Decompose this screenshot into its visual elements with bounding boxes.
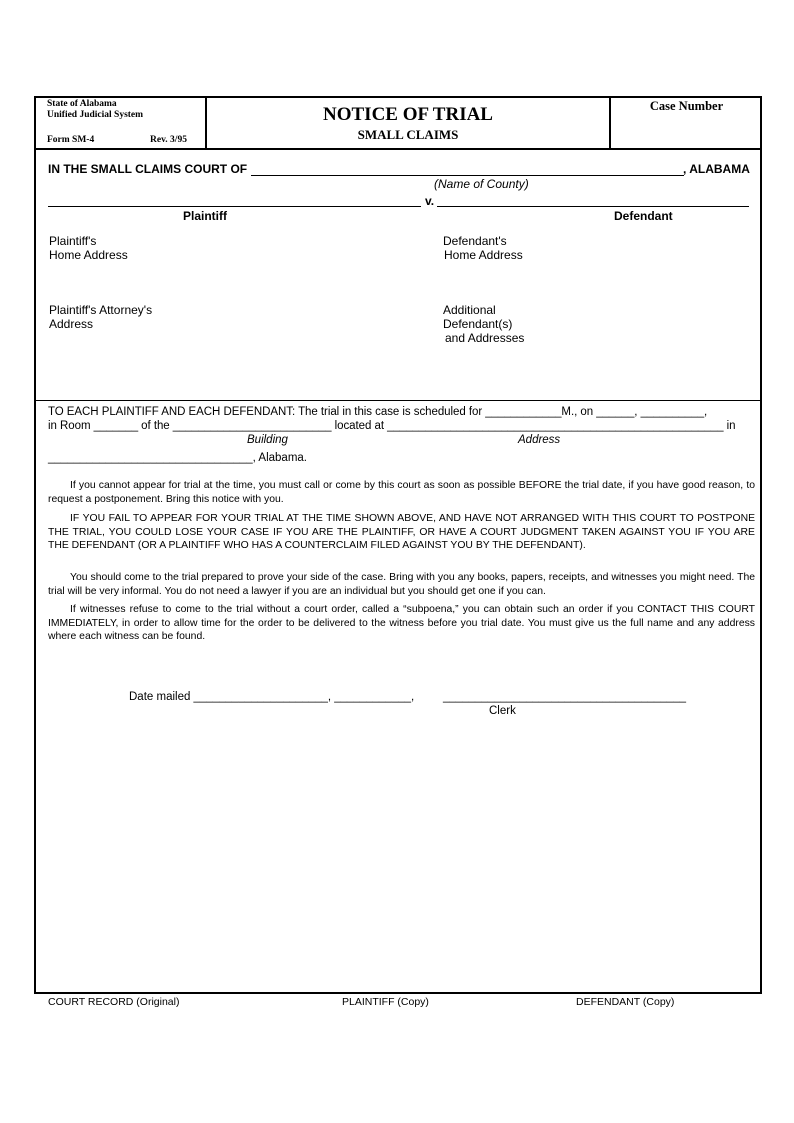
defendant-field-line[interactable] — [437, 206, 749, 207]
schedule-line-3: ________________________________, Alabama. — [48, 452, 308, 464]
schedule-line-2: in Room _______ of the _________________________ located at _____________________________________________________ in — [48, 420, 736, 432]
address-hint: Address — [518, 434, 561, 446]
failure-to-appear-text: IF YOU FAIL TO APPEAR FOR YOUR TRIAL AT THE TIME SHOWN ABOVE, AND HAVE NOT ARRANGED WITH THIS COURT TO POSTPONE THE TRIAL, YOU COULD LOSE YOUR CASE IF YOU ARE THE PLAINTIFF, OR HAVE A COURT JUDGMENT TAKEN AGAINST YOU IF YOU ARE THE DEFENDANT (OR A PLAINTIFF WHO HAS A COUNTERCLAIM FILED AGAINST YOU BY THE DEFENDANT). — [48, 513, 755, 551]
preparation-text: You should come to the trial prepared to prove your side of the case. Bring with you any books, papers, receipts, and witnesses you might need. The trial will be very informal. You do not need a lawyer if you are an individual but you should get one if you can. — [48, 572, 755, 597]
defendant-address-label-2: Home Address — [444, 248, 523, 262]
attorney-label-1: Plaintiff's Attorney's — [49, 303, 153, 317]
header-bottom-rule — [34, 148, 762, 150]
case-number-label: Case Number — [649, 99, 724, 113]
failure-to-appear-paragraph — [48, 512, 755, 553]
building-hint: Building — [247, 434, 288, 446]
county-hint: (Name of County) — [434, 177, 529, 191]
form-revision: Rev. 3/95 — [150, 135, 187, 145]
footer-defendant-copy: DEFENDANT (Copy) — [576, 996, 675, 1008]
subpoena-text: If witnesses refuse to come to the trial without a court order, called a “subpoena,” you can obtain such an order if you CONTACT THIS COURT IMMEDIATELY, in order to allow time for the order to be delivered to the witness before you trial date. You must give us the full name and any address where each witness can be found. — [48, 604, 755, 642]
plaintiff-address-label-2: Home Address — [49, 248, 128, 262]
plaintiff-label: Plaintiff — [183, 209, 227, 223]
plaintiff-field-line[interactable] — [48, 206, 421, 207]
plaintiff-address-label-1: Plaintiff's — [49, 234, 97, 248]
defendant-address-label-1: Defendant's — [443, 234, 507, 248]
system-label: Unified Judicial System — [47, 110, 144, 120]
postponement-paragraph — [48, 479, 755, 506]
footer-court-record: COURT RECORD (Original) — [48, 996, 180, 1008]
county-field-line[interactable] — [251, 175, 684, 176]
date-mailed-field[interactable]: Date mailed _____________________, ____________, — [129, 691, 415, 703]
postponement-text: If you cannot appear for trial at the time, you must call or come by this court as soon as possible BEFORE the trial date, if you have good reason, to request a postponement. Bring this notice with you. — [48, 480, 755, 505]
state-label: State of Alabama — [47, 99, 117, 109]
additional-defendants-label-1: Additional — [443, 303, 496, 317]
form-number: Form SM-4 — [47, 135, 95, 145]
additional-defendants-label-2: Defendant(s) — [443, 317, 513, 331]
footer-plaintiff-copy: PLAINTIFF (Copy) — [342, 996, 429, 1008]
section-divider — [34, 400, 762, 401]
clerk-label: Clerk — [489, 705, 516, 717]
form-subtitle: SMALL CLAIMS — [357, 127, 459, 142]
clerk-signature-line[interactable]: ______________________________________ — [443, 691, 687, 703]
subpoena-paragraph — [48, 603, 755, 644]
court-prefix: IN THE SMALL CLAIMS COURT OF — [48, 162, 248, 176]
versus-label: v. — [425, 194, 435, 208]
attorney-label-2: Address — [49, 317, 94, 331]
court-suffix: , ALABAMA — [683, 162, 750, 176]
additional-defendants-label-3: and Addresses — [445, 331, 525, 345]
schedule-line-1: TO EACH PLAINTIFF AND EACH DEFENDANT: The trial in this case is scheduled for ____________M., on ______, __________, — [48, 406, 708, 418]
defendant-label: Defendant — [614, 209, 673, 223]
form-title: NOTICE OF TRIAL — [323, 104, 493, 125]
preparation-paragraph — [48, 571, 755, 598]
